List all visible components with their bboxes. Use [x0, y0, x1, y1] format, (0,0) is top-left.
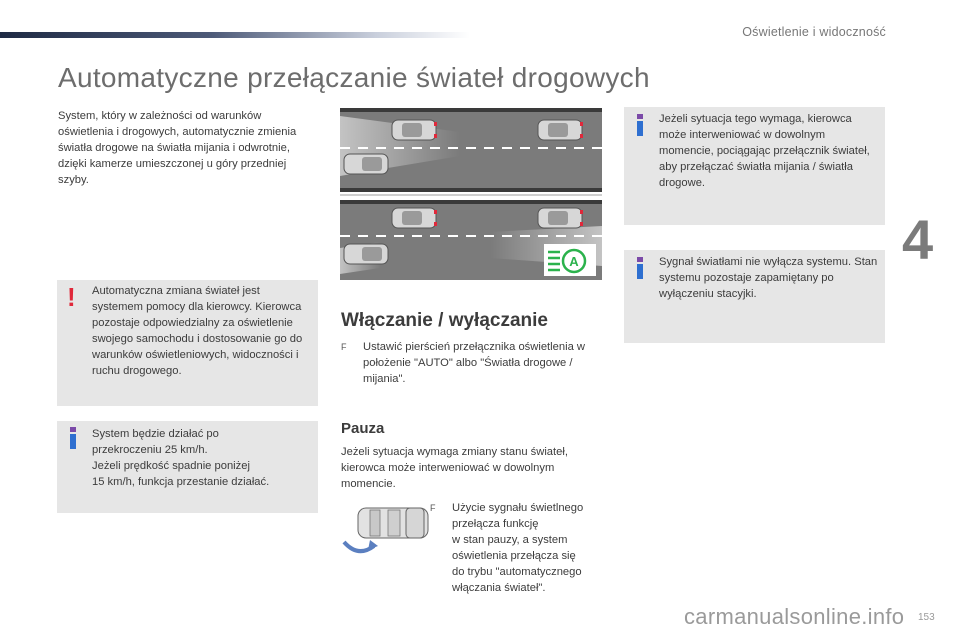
info-speed-line: System będzie działać po [92, 428, 219, 440]
car-icon [538, 120, 583, 140]
pause-bullet-line: włączania świateł". [452, 582, 546, 594]
exclamation-icon: ! [67, 282, 76, 312]
warning-text: Automatyczna zmiana świateł jest systemem pomocy dla kierowcy. Kierowca pozostaje odpowiedzialny za oświetlenie swojego samochodu i dostosowanie go do warunków oświetleniowych, widoczności i ruchu drogowego. [92, 285, 303, 377]
page-title: Automatyczne przełączanie świateł drogowych [58, 62, 650, 93]
pause-bullet-line: Użycie sygnału świetlnego [452, 502, 584, 514]
on-off-heading: Włączanie / wyłączanie [341, 310, 548, 331]
light-stalk-illustration [340, 500, 432, 562]
info-speed-line: 15 km/h, funkcja przestanie działać. [92, 476, 270, 488]
info-box-signal [624, 250, 885, 343]
pause-bullet-line: oświetlenia przełącza się [452, 550, 576, 562]
pause-heading: Pauza [341, 420, 385, 437]
bullet-symbol: F [430, 503, 436, 513]
info-speed-line: Jeżeli prędkość spadnie poniżej [92, 460, 250, 472]
header-gradient-bar [0, 32, 470, 38]
own-car-icon [344, 244, 388, 264]
indicator-label: A [569, 254, 579, 269]
pause-bullet [430, 500, 612, 596]
car-icon [538, 208, 583, 228]
info-speed-line: przekroczeniu 25 km/h. [92, 444, 208, 456]
pause-bullet-line: przełącza funkcję [452, 518, 539, 530]
pause-bullet-line: do trybu "automatycznego [452, 566, 582, 578]
info-box-intervene [624, 107, 885, 225]
info-box-speed [57, 421, 318, 513]
on-off-bullet [341, 339, 603, 387]
page-number: 153 [918, 612, 935, 623]
own-car-icon [344, 154, 388, 174]
watermark: carmanualsonline.info [684, 604, 905, 629]
info-intervene-text: Jeżeli sytuacja tego wymaga, kierowca może interweniować w dowolnym momencie, pociągając przełącznik świateł, aby przełączać światła mijania / światła drogowe. [659, 113, 870, 189]
on-off-bullet-text: Ustawić pierścień przełącznika oświetlenia w położenie "AUTO" albo "Światła drogowe / mijania". [363, 341, 585, 385]
bullet-symbol: F [341, 342, 347, 352]
info-icon [637, 257, 643, 279]
car-icon [392, 208, 437, 228]
info-speed-text [92, 426, 312, 490]
auto-high-beam-indicator-icon [544, 244, 596, 276]
warning-box [57, 280, 318, 406]
car-icon [392, 120, 437, 140]
info-icon [637, 114, 643, 136]
intro-paragraph: System, który w zależności od warunków oświetlenia i drogowych, automatycznie zmienia światła drogowe na światła mijania i odwrotnie, dzięki kamerze umieszczonej u góry przedniej szyby. [58, 110, 297, 186]
pause-bullet-line: w stan pauzy, a system [452, 534, 568, 546]
road-scene-illustration [340, 108, 602, 280]
pause-paragraph: Jeżeli sytuacja wymaga zmiany stanu świateł, kierowca może interweniować w dowolnym momencie. [341, 446, 568, 490]
road-edge [340, 108, 602, 112]
chapter-number: 4 [902, 208, 934, 271]
info-signal-text: Sygnał światłami nie wyłącza systemu. Stan systemu pozostaje zapamiętany po wyłączeniu stacyjki. [659, 256, 878, 300]
info-icon [70, 427, 76, 449]
section-title: Oświetlenie i widoczność [742, 25, 886, 39]
